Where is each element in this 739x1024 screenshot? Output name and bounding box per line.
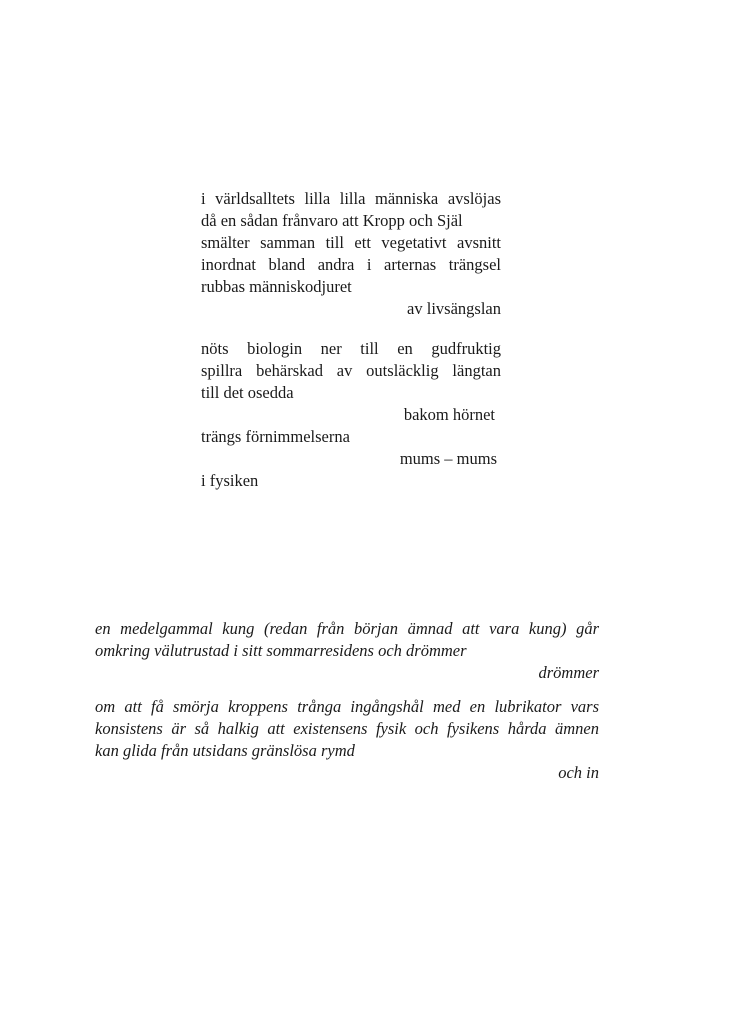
poem-block xyxy=(201,188,501,492)
poem-line: i fysiken xyxy=(201,471,259,490)
prose-line: en medelgammal kung (redan från början ämnad att vara kung) går xyxy=(95,619,599,638)
poem-line: inordnat bland andra i arternas trängsel xyxy=(201,255,501,274)
poem-line: trängs förnimmelserna xyxy=(201,427,350,446)
prose-line: omkring välutrustad i sitt sommarresidens och drömmer xyxy=(95,641,467,660)
prose-line: och in xyxy=(558,763,599,782)
stanza-gap xyxy=(201,320,501,338)
prose-line: drömmer xyxy=(538,663,599,682)
poem-line: spillra behärskad av outsläcklig längtan xyxy=(201,361,501,380)
paragraph-gap xyxy=(95,684,599,696)
poem-line: bakom hörnet xyxy=(403,405,495,424)
prose-block xyxy=(95,618,599,784)
poem-line: av livsängslan xyxy=(407,299,501,318)
poem-line: då en sådan frånvaro att Kropp och Själ xyxy=(201,211,463,230)
poem-line: nöts biologin ner till en gudfruktig xyxy=(201,339,501,358)
poem-line: till det osedda xyxy=(201,383,294,402)
poem-line: i världsalltets lilla lilla människa avslöjas xyxy=(201,189,501,208)
prose-line: konsistens är så halkig att existensens fysik och fysikens hårda ämnen xyxy=(95,719,599,738)
poem-line: rubbas människodjuret xyxy=(201,277,352,296)
poem-line: mums – mums xyxy=(399,449,497,468)
prose-line: kan glida från utsidans gränslösa rymd xyxy=(95,741,355,760)
prose-line: om att få smörja kroppens trånga ingångshål med en lubrikator vars xyxy=(95,697,599,716)
poem-line: smälter samman till ett vegetativt avsnitt xyxy=(201,233,501,252)
